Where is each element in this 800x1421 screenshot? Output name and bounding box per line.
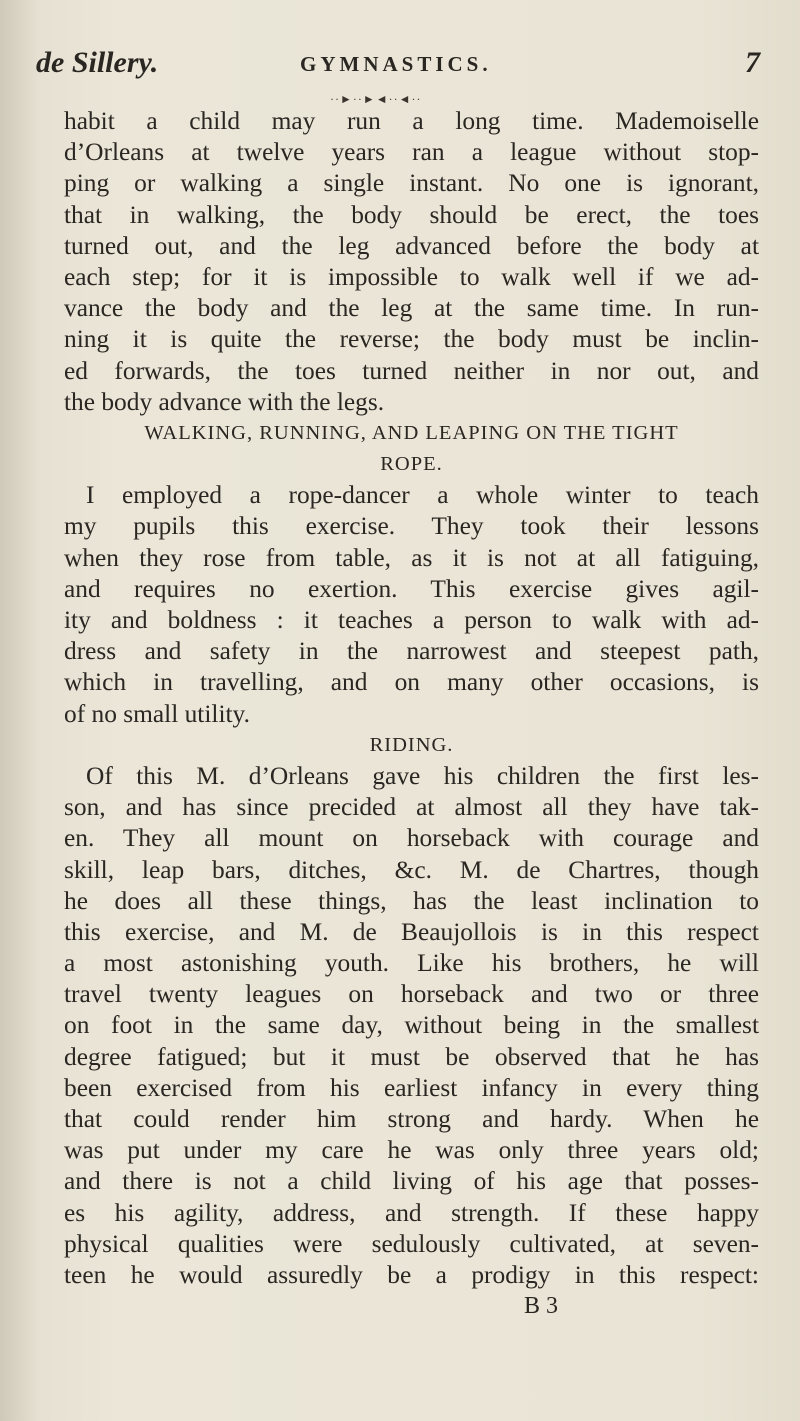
signature-mark: B 3 [524,1293,559,1320]
text-line: turned out, and the leg advanced before the body at [64,231,759,260]
text-line: skill, leap bars, ditches, &c. M. de Chartres, though [64,855,759,884]
text-line: each step; for it is impossible to walk well if we ad- [64,262,759,291]
section-heading: RIDING. [369,733,454,756]
text-line: that could render him strong and hardy. When he [64,1105,759,1133]
text-line: the body advance with the legs. [64,387,385,416]
text-line: dress and safety in the narrowest and steepest path, [64,637,759,666]
section-heading-continued: ROPE. [380,453,443,476]
text-line: of no small utility. [64,699,250,728]
text-line: es his agility, address, and strength. If these happy [64,1198,759,1227]
text-line: my pupils this exercise. They took their lessons [64,512,759,541]
text-line: and requires no exertion. This exercise gives agil- [64,574,759,603]
page-number: 7 [745,46,760,79]
text-line: on foot in the same day, without being in the smallest [64,1011,759,1040]
text-line: en. They all mount on horseback with courage and [64,824,759,853]
text-line: vance the body and the leg at the same time. In run- [64,294,759,323]
text-line: habit a child may run a long time. Mademoiselle [64,107,759,135]
text-line: that in walking, the body should be erect, the toes [64,200,759,229]
text-line: and there is not a child living of his age that posses- [64,1167,759,1196]
text-line: was put under my care he was only three years old; [64,1136,759,1165]
text-line: when they rose from table, as it is not at all fatiguing, [64,543,759,572]
text-line: I employed a rope-dancer a whole winter to teach [86,481,759,510]
text-line: travel twenty leagues on horseback and two or three [64,980,759,1009]
text-line: d’Orleans at twelve years ran a league without stop- [64,138,759,167]
text-line: he does all these things, has the least inclination to [64,886,759,915]
text-line: ning it is quite the reverse; the body must be inclin- [64,325,759,354]
text-line: a most astonishing youth. Like his brothers, he will [64,949,759,978]
text-line: ed forwards, the toes turned neither in nor out, and [64,356,759,385]
running-head-author: de Sillery. [36,46,159,79]
ornament-rule: ··►··►◄··◄·· [330,92,422,106]
text-line: been exercised from his earliest infancy in every thing [64,1073,759,1102]
page-body [64,106,759,1321]
text-line: ity and boldness : it teaches a person to walk with ad- [64,606,759,634]
text-line: physical qualities were sedulously cultivated, at seven- [64,1229,759,1258]
text-line: which in travelling, and on many other occasions, is [64,668,759,697]
text-line: teen he would assuredly be a prodigy in this respect: [64,1260,759,1289]
text-line: this exercise, and M. de Beaujollois is in this respect [64,917,759,946]
text-line: ping or walking a single instant. No one is ignorant, [64,169,759,198]
running-head-title: GYMNASTICS. [300,52,492,76]
section-heading: WALKING, RUNNING, AND LEAPING ON THE TIGHT [144,421,679,444]
text-line: degree fatigued; but it must be observed that he has [64,1042,759,1071]
running-head [36,46,760,86]
text-line: Of this M. d’Orleans gave his children the first les- [86,761,759,790]
text-line: son, and has since precided at almost all they have tak- [64,793,759,822]
